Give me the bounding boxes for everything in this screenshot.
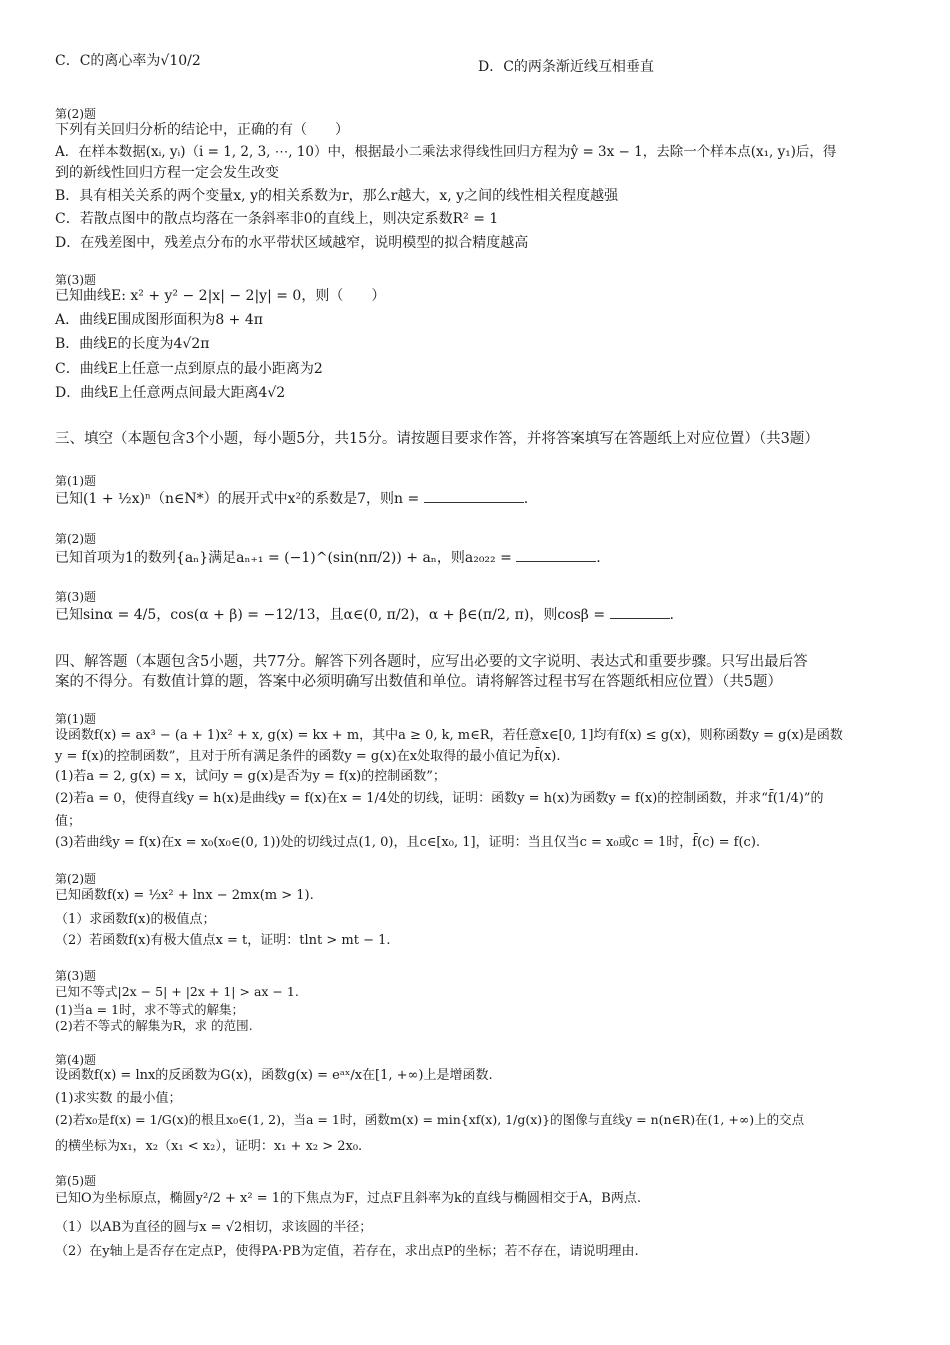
option-c-eccentricity: C．C的离心率为√10/2 — [55, 53, 201, 69]
problem-text: 已知不等式|2x − 5| + |2x + 1| > ax − 1. — [55, 984, 299, 999]
problem-text: 已知函数f(x) = ½x² + lnx − 2mx(m > 1). — [55, 888, 314, 903]
option-a: A．在样本数据(xᵢ, yᵢ)（i = 1, 2, 3, ⋯, 10）中，根据最小二乘法求得线性回归方程为ŷ = 3x − 1，去除一个样本点(x₁, y₁)后，得 — [55, 144, 837, 160]
answer-blank[interactable] — [610, 606, 670, 619]
section-title: 三、填空（本题包含3个小题，每小题5分，共15分。请按题目要求作答，并将答案填写在答题纸上对应位置）（共3题） — [55, 431, 819, 447]
answer-blank[interactable] — [424, 490, 524, 503]
question-body: 已知sinα = 4/5，cos(α + β) = −12/13，且α∈(0, π/2)，α + β∈(π/2, π)，则cosβ = — [55, 607, 606, 623]
problem-part: (2)若x₀是f(x) = 1/G(x)的根且x₀∈(1, 2)，当a = 1时，函数m(x) = min{xf(x), 1/g(x)}的图像与直线y = n(n∈R)在(1, +∞)上的交点 — [55, 1112, 805, 1127]
problem-part: (1)当a = 1时，求不等式的解集； — [55, 1002, 245, 1017]
problem-part: （1）求函数f(x)的极值点； — [55, 912, 216, 927]
question-text: 已知(1 + ½x)ⁿ（n∈N*）的展开式中x²的系数是7，则n = . — [55, 491, 529, 507]
option-b: B．曲线E的长度为4√2π — [55, 336, 210, 352]
question-number: 第(2)题 — [55, 107, 96, 121]
question-number: 第(1)题 — [55, 474, 96, 488]
problem-text: 设函数f(x) = lnx的反函数为G(x)，函数g(x) = eᵃˣ/x在[1, +∞)上是增函数. — [55, 1068, 493, 1083]
question-number: 第(4)题 — [55, 1053, 96, 1067]
problem-part: (1)若a = 2, g(x) = x，试问y = g(x)是否为y = f(x)的控制函数”； — [55, 769, 446, 784]
problem-part: （2）在y轴上是否存在定点P，使得PA·PB为定值，若存在，求出点P的坐标；若不存在，请说明理由. — [55, 1244, 639, 1259]
problem-text: 设函数f(x) = ax³ − (a + 1)x² + x, g(x) = kx + m，其中a ≥ 0, k, m∈R，若任意x∈[0, 1]均有f(x) ≤ g(x)，则称函数y = g(x)是函数 — [55, 728, 843, 743]
question-number: 第(1)题 — [55, 712, 96, 726]
option-c: C．若散点图中的散点均落在一条斜率非0的直线上，则决定系数R² = 1 — [55, 211, 499, 227]
option-b: B．具有相关关系的两个变量x, y的相关系数为r，那么r越大，x, y之间的线性相关程度越强 — [55, 188, 619, 204]
option-d: D．在残差图中，残差点分布的水平带状区域越窄，说明模型的拟合精度越高 — [55, 235, 529, 251]
option-a-continued: 到的新线性回归方程一定会发生改变 — [55, 165, 279, 181]
question-number: 第(2)题 — [55, 872, 96, 886]
problem-text: 已知O为坐标原点，椭圆y²/2 + x² = 1的下焦点为F，过点F且斜率为k的直线与椭圆相交于A，B两点. — [55, 1191, 641, 1206]
question-number: 第(5)题 — [55, 1174, 96, 1188]
section-title: 四、解答题（本题包含5小题，共77分。解答下列各题时，应写出必要的文字说明、表达式和重要步骤。只写出最后答 — [55, 654, 808, 670]
option-c: C．曲线E上任意一点到原点的最小距离为2 — [55, 361, 323, 377]
problem-part: （1）以AB为直径的圆与x = √2相切，求该圆的半径； — [55, 1220, 373, 1235]
answer-blank[interactable] — [516, 549, 596, 562]
question-stem: 下列有关回归分析的结论中，正确的有（ ） — [55, 122, 349, 138]
section-title-continued: 案的不得分。有数值计算的题，答案中必须明确写出数值和单位。请将解答过程书写在答题纸相应位置）（共5题） — [55, 674, 782, 690]
problem-text: y = f(x)的控制函数”，且对于所有满足条件的函数y = g(x)在x处取得的最小值记为f̄(x). — [55, 749, 561, 764]
problem-part-continued: 值； — [55, 814, 82, 829]
option-d-asymptotes: D．C的两条渐近线互相垂直 — [478, 59, 654, 75]
question-number: 第(2)题 — [55, 532, 96, 546]
option-d: D．曲线E上任意两点间最大距离4√2 — [55, 385, 286, 401]
question-number: 第(3)题 — [55, 590, 96, 604]
problem-part: (3)若曲线y = f(x)在x = x₀(x₀∈(0, 1))处的切线过点(1, 0)，且c∈[x₀, 1]，证明：当且仅当c = x₀或c = 1时，f̄(c) = f(c). — [55, 835, 761, 850]
problem-part: (2)若不等式的解集为R，求 的范围. — [55, 1018, 253, 1033]
question-text: 已知首项为1的数列{aₙ}满足aₙ₊₁ = (−1)^(sin(nπ/2)) + aₙ，则a₂₀₂₂ = . — [55, 550, 601, 566]
problem-part: （2）若函数f(x)有极大值点x = t，证明：tlnt > mt − 1. — [55, 933, 391, 948]
question-number: 第(3)题 — [55, 273, 96, 287]
question-body: 已知(1 + ½x)ⁿ（n∈N*）的展开式中x²的系数是7，则n = — [55, 491, 420, 507]
problem-part: (1)求实数 的最小值； — [55, 1091, 182, 1106]
option-a: A．曲线E围成图形面积为8 + 4π — [55, 312, 263, 328]
question-number: 第(3)题 — [55, 969, 96, 983]
question-text: 已知sinα = 4/5，cos(α + β) = −12/13，且α∈(0, π/2)，α + β∈(π/2, π)，则cosβ = . — [55, 607, 674, 623]
problem-part: (2)若a = 0，使得直线y = h(x)是曲线y = f(x)在x = 1/4处的切线，证明：函数y = h(x)为函数y = f(x)的控制函数，并求“f̄(1/4)”的 — [55, 791, 824, 806]
question-body: 已知首项为1的数列{aₙ}满足aₙ₊₁ = (−1)^(sin(nπ/2)) + aₙ，则a₂₀₂₂ = — [55, 550, 512, 566]
question-stem: 已知曲线E: x² + y² − 2|x| − 2|y| = 0，则（ ） — [55, 288, 386, 304]
problem-part-continued: 的横坐标为x₁，x₂（x₁ < x₂），证明：x₁ + x₂ > 2x₀. — [55, 1139, 363, 1154]
